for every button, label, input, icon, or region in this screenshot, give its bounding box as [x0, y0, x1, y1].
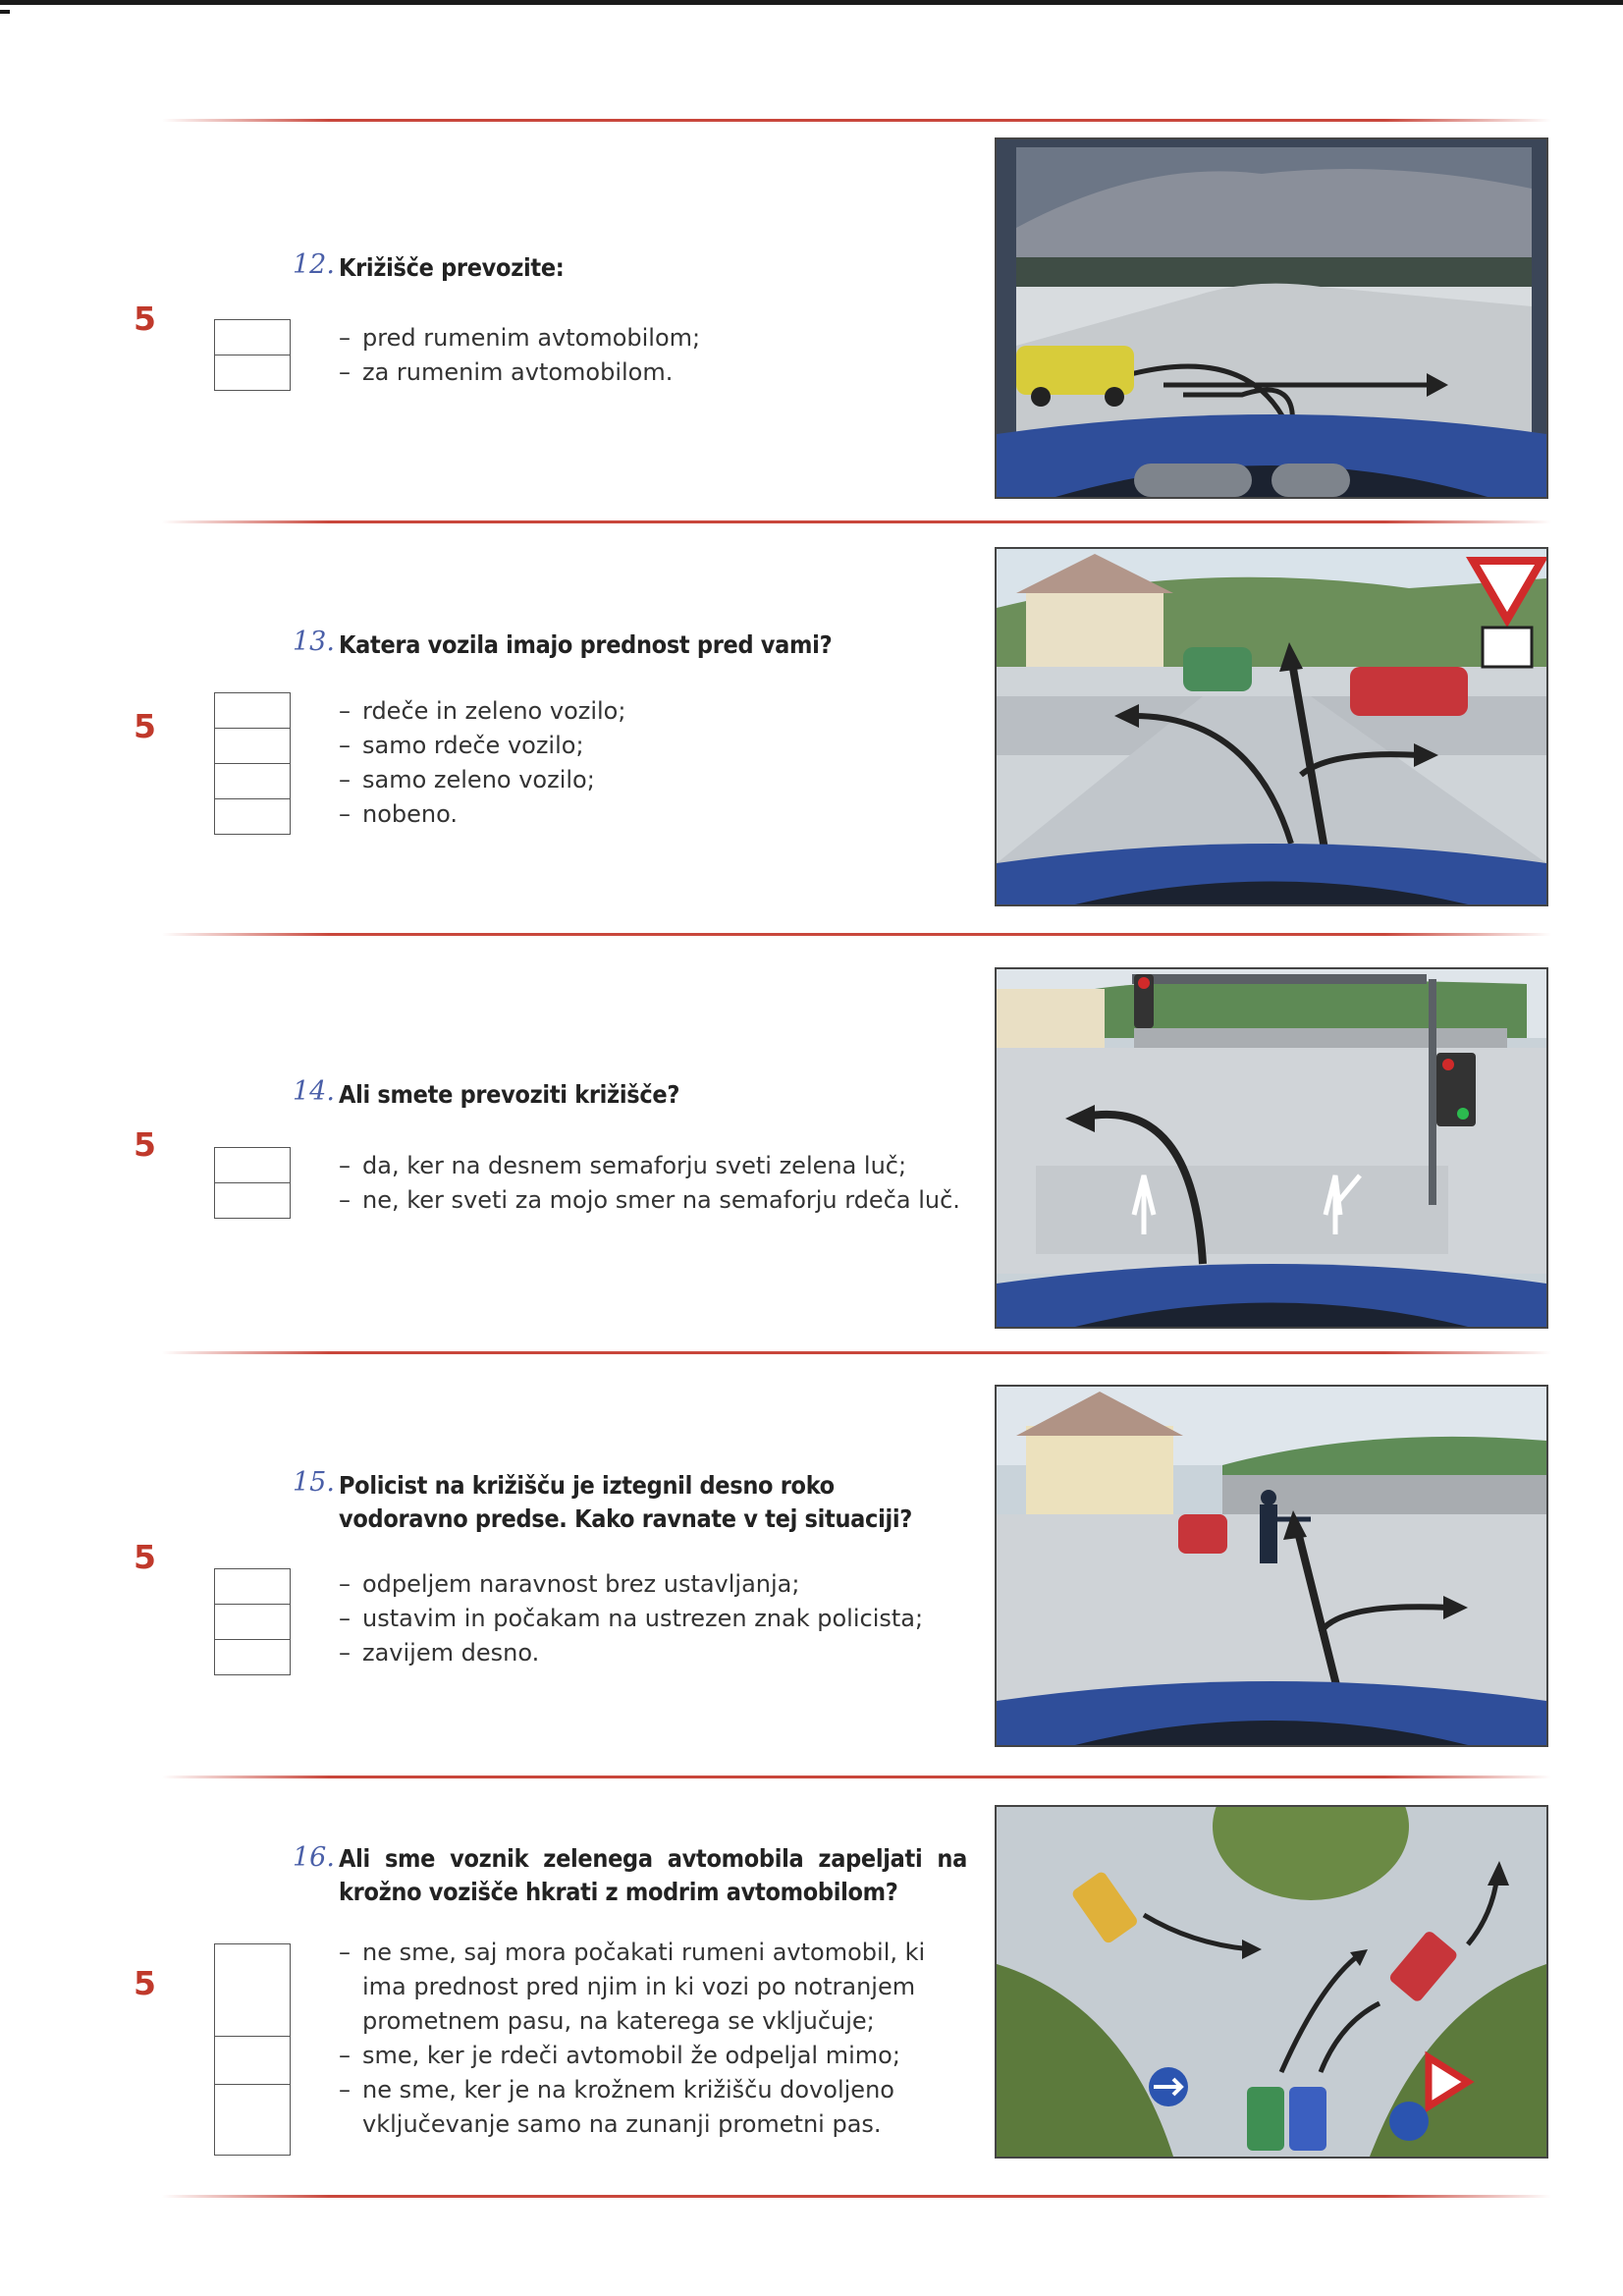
question-title: Katera vozila imajo prednost pred vami?: [339, 630, 833, 659]
illustration-roundabout: [995, 1805, 1548, 2159]
answer-checkbox[interactable]: [215, 1640, 290, 1674]
answer-checkbox[interactable]: [215, 355, 290, 390]
answer-option: – nobeno.: [339, 797, 967, 832]
answer-option: – ne, ker sveti za mojo smer na semaforju rdeča luč.: [339, 1183, 967, 1218]
answer-list: [339, 694, 967, 832]
answer-checkbox-group: [214, 1943, 291, 2156]
top-margin-tick: [0, 10, 10, 14]
section-divider: [162, 520, 1551, 523]
points-value: 5: [134, 707, 156, 745]
green-car: [1183, 647, 1252, 691]
green-car: [1247, 2087, 1284, 2151]
answer-checkbox[interactable]: [215, 729, 290, 764]
illustration-intersection-traffic-lights: [995, 967, 1548, 1329]
answer-option: – zavijem desno.: [339, 1636, 967, 1670]
red-car: [1178, 1514, 1227, 1554]
answer-checkbox-group: [214, 319, 291, 391]
traffic-light-right: [1436, 1053, 1476, 1126]
policeman: [1260, 1504, 1277, 1563]
answer-list: [339, 1149, 967, 1218]
top-border-line: [0, 0, 1623, 5]
roundabout-sign: [1389, 2102, 1429, 2141]
question-title: Policist na križišču je iztegnil desno roko vodoravno predse. Kako ravnate v tej situaciji?: [339, 1471, 913, 1533]
answer-checkbox[interactable]: [215, 1148, 290, 1183]
answer-option: – ne sme, saj mora počakati rumeni avtomobil, ki ima prednost pred njim in ki vozi po notranjem prometnem pasu, na katerega se vključuje;: [339, 1936, 967, 2039]
answer-checkbox[interactable]: [215, 320, 290, 355]
answer-checkbox[interactable]: [215, 799, 290, 834]
answer-checkbox[interactable]: [215, 1183, 290, 1218]
answer-list: [339, 1936, 967, 2142]
answer-option: – samo zeleno vozilo;: [339, 763, 967, 797]
answer-checkbox[interactable]: [215, 1944, 290, 2037]
section-divider: [162, 1776, 1551, 1778]
answer-option: – pred rumenim avtomobilom;: [339, 321, 967, 355]
answer-option: – odpeljem naravnost brez ustavljanja;: [339, 1567, 967, 1602]
points-value: 5: [134, 1964, 156, 2002]
answer-option: – da, ker na desnem semaforju sveti zelena luč;: [339, 1149, 967, 1183]
points-value: 5: [134, 300, 156, 338]
answer-option: – za rumenim avtomobilom.: [339, 355, 967, 390]
answer-checkbox[interactable]: [215, 1605, 290, 1640]
answer-option: – samo rdeče vozilo;: [339, 729, 967, 763]
section-divider: [162, 933, 1551, 936]
points-value: 5: [134, 1538, 156, 1576]
answer-checkbox-group: [214, 692, 291, 835]
illustration-intersection-policeman: [995, 1385, 1548, 1747]
question-number-handwritten: 15.: [293, 1467, 335, 1498]
house: [997, 989, 1105, 1048]
question-number-handwritten: 13.: [293, 627, 335, 657]
points-value: 5: [134, 1125, 156, 1164]
answer-checkbox-group: [214, 1147, 291, 1219]
red-car: [1350, 667, 1468, 716]
answer-checkbox[interactable]: [215, 2085, 290, 2155]
answer-option: – ne sme, ker je na krožnem križišču dovoljeno vključevanje samo na zunanji prometni pas.: [339, 2073, 967, 2142]
section-divider: [162, 119, 1551, 122]
answer-checkbox[interactable]: [215, 2037, 290, 2085]
section-divider: [162, 1351, 1551, 1354]
answer-option: – sme, ker je rdeči avtomobil že odpeljal mimo;: [339, 2039, 967, 2073]
answer-checkbox[interactable]: [215, 1569, 290, 1605]
question-title: Križišče prevozite:: [339, 253, 565, 282]
illustration-intersection-yellow-car: [995, 137, 1548, 499]
house: [1026, 588, 1163, 677]
question-number-handwritten: 14.: [293, 1076, 335, 1107]
answer-option: – ustavim in počakam na ustrezen znak policista;: [339, 1602, 967, 1636]
answer-list: [339, 1567, 967, 1670]
blue-car: [1289, 2087, 1326, 2151]
section-divider: [162, 2195, 1551, 2198]
priority-road-shape-sign: [1483, 628, 1532, 667]
question-title: Ali sme voznik zelenega avtomobila zapeljati na krožno vozišče hkrati z modrim avtomobilom?: [339, 1844, 967, 1906]
illustration-intersection-priority-sign: [995, 547, 1548, 906]
question-number-handwritten: 16.: [293, 1842, 335, 1873]
question-title: Ali smete prevoziti križišče?: [339, 1080, 680, 1109]
question-number-handwritten: 12.: [293, 249, 335, 280]
answer-checkbox-group: [214, 1568, 291, 1675]
answer-checkbox[interactable]: [215, 693, 290, 729]
answer-option: – rdeče in zeleno vozilo;: [339, 694, 967, 729]
answer-checkbox[interactable]: [215, 764, 290, 799]
answer-list: [339, 321, 967, 390]
